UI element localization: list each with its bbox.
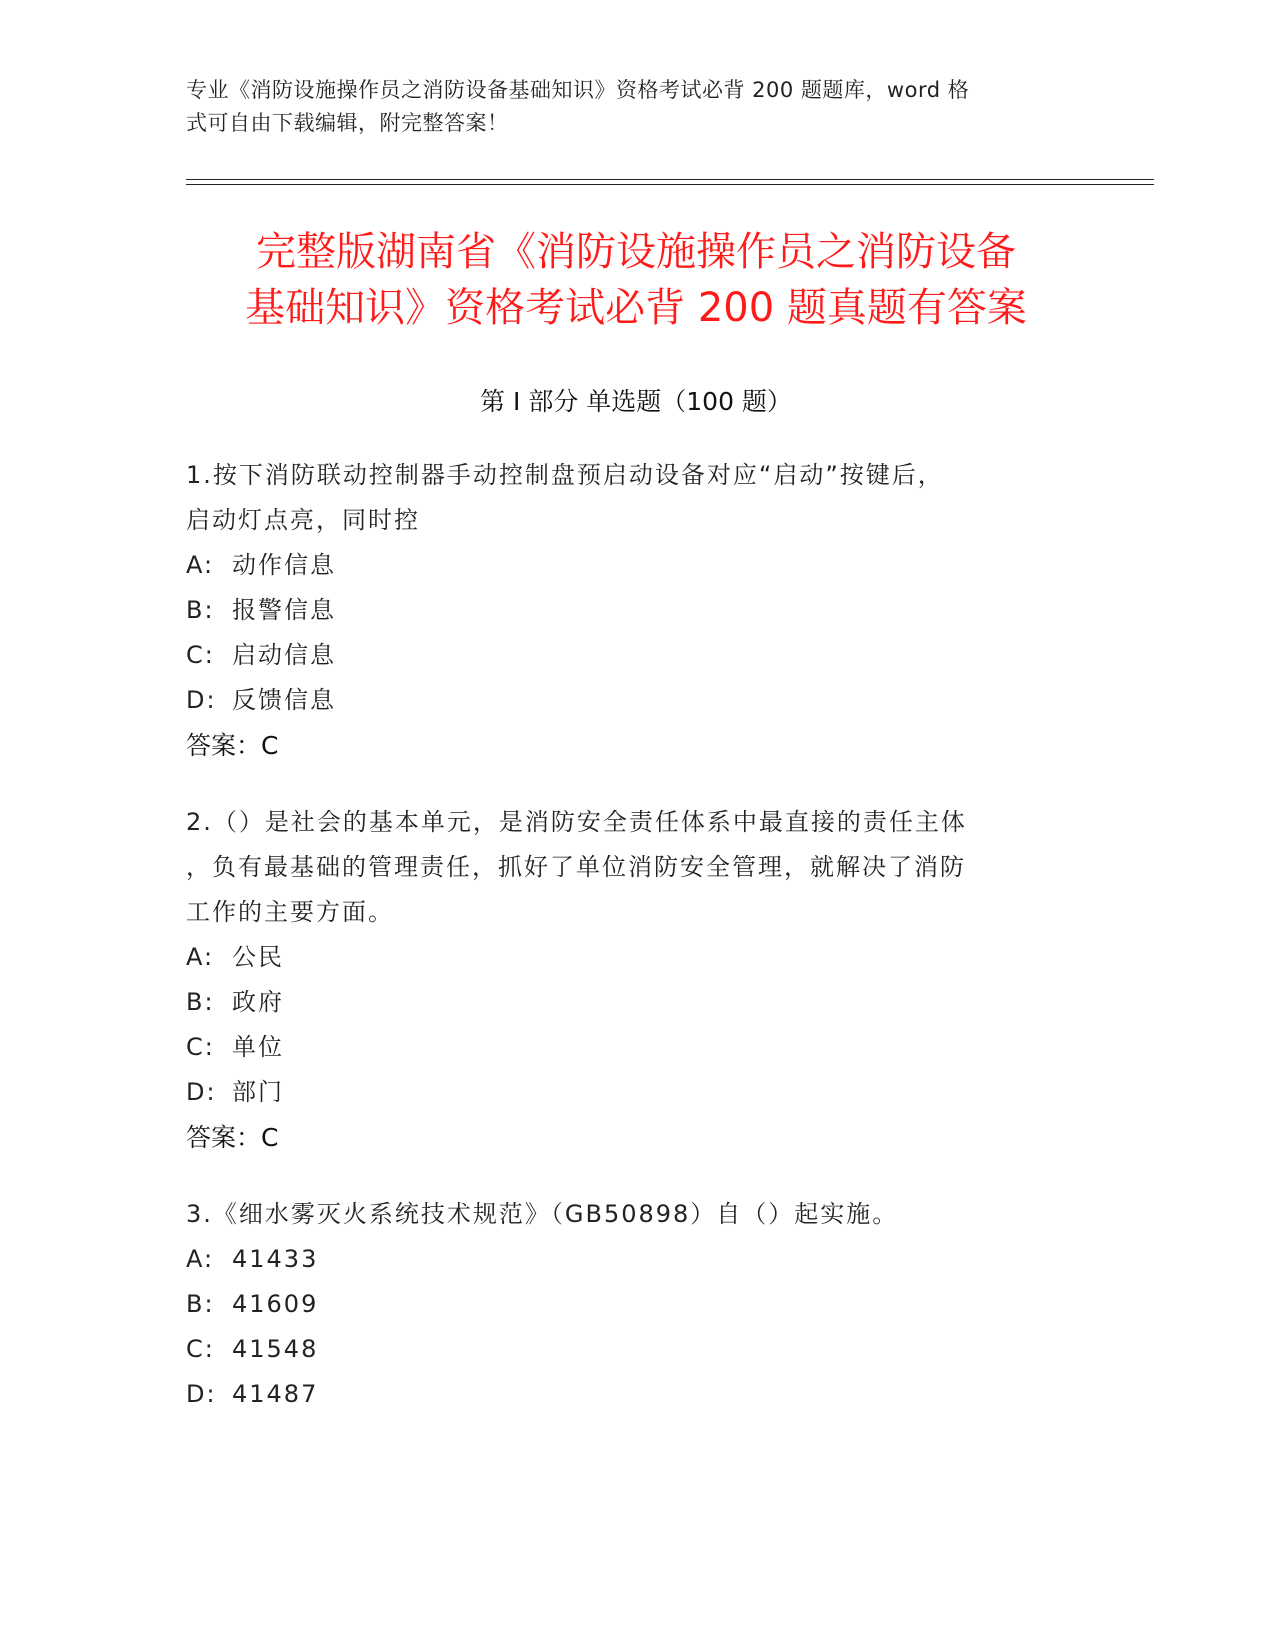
header-divider [186, 184, 1154, 185]
option-letter: C: [186, 641, 215, 669]
option-c [186, 1025, 1066, 1070]
header-divider [186, 179, 1154, 180]
question-text: 启动灯点亮，同时控 [186, 506, 420, 534]
question-3 [186, 1192, 1066, 1417]
option-text: 公民 [232, 943, 284, 971]
question-text: 2.（）是社会的基本单元，是消防安全责任体系中最直接的责任主体 [186, 808, 967, 836]
option-b [186, 980, 1066, 1025]
option-b [186, 588, 1066, 633]
title-line: 完整版湖南省《消防设施操作员之消防设备 [256, 229, 1016, 275]
option-text: 41433 [232, 1245, 319, 1273]
option-b [186, 1282, 1066, 1327]
option-c [186, 633, 1066, 678]
header-note-line: 式可自由下载编辑，附完整答案！ [186, 111, 509, 135]
question-text: ，负有最基础的管理责任，抓好了单位消防安全管理，就解决了消防 [186, 853, 966, 881]
question-1 [186, 453, 1066, 768]
option-d [186, 678, 1066, 723]
option-letter: C: [186, 1033, 215, 1061]
option-a [186, 935, 1066, 980]
question-text: 3.《细水雾灭火系统技术规范》（GB50898）自（）起实施。 [186, 1200, 899, 1228]
option-text: 报警信息 [232, 596, 336, 624]
option-text: 反馈信息 [232, 686, 336, 714]
option-text: 41548 [232, 1335, 319, 1363]
option-text: 单位 [232, 1033, 284, 1061]
option-letter: A: [186, 943, 215, 971]
option-text: 政府 [232, 988, 284, 1016]
question-text: 1.按下消防联动控制器手动控制盘预启动设备对应“启动”按键后， [186, 461, 944, 489]
option-letter: A: [186, 551, 215, 579]
option-letter: B: [186, 596, 215, 624]
option-text: 41487 [232, 1380, 319, 1408]
option-letter: A: [186, 1245, 215, 1273]
option-d [186, 1372, 1066, 1417]
option-letter: D: [186, 1380, 217, 1408]
option-d [186, 1070, 1066, 1115]
option-text: 启动信息 [232, 641, 336, 669]
answer-label: 答案：C [186, 1123, 279, 1152]
option-text: 部门 [232, 1078, 284, 1106]
answer-label: 答案：C [186, 731, 279, 760]
option-letter: B: [186, 1290, 215, 1318]
header-note-line: 专业《消防设施操作员之消防设备基础知识》资格考试必背 200 题题库，word 格 [186, 78, 970, 102]
section-heading: 第 I 部分 单选题（100 题） [480, 387, 792, 416]
option-letter: D: [186, 1078, 217, 1106]
question-2 [186, 800, 1066, 1160]
title-line: 基础知识》资格考试必背 200 题真题有答案 [245, 285, 1027, 331]
document-title [186, 224, 1086, 336]
option-text: 41609 [232, 1290, 319, 1318]
option-letter: D: [186, 686, 217, 714]
option-a [186, 1237, 1066, 1282]
option-letter: C: [186, 1335, 215, 1363]
option-c [186, 1327, 1066, 1372]
question-text: 工作的主要方面。 [186, 898, 394, 926]
option-letter: B: [186, 988, 215, 1016]
header-note [186, 74, 1066, 140]
option-text: 动作信息 [232, 551, 336, 579]
option-a [186, 543, 1066, 588]
